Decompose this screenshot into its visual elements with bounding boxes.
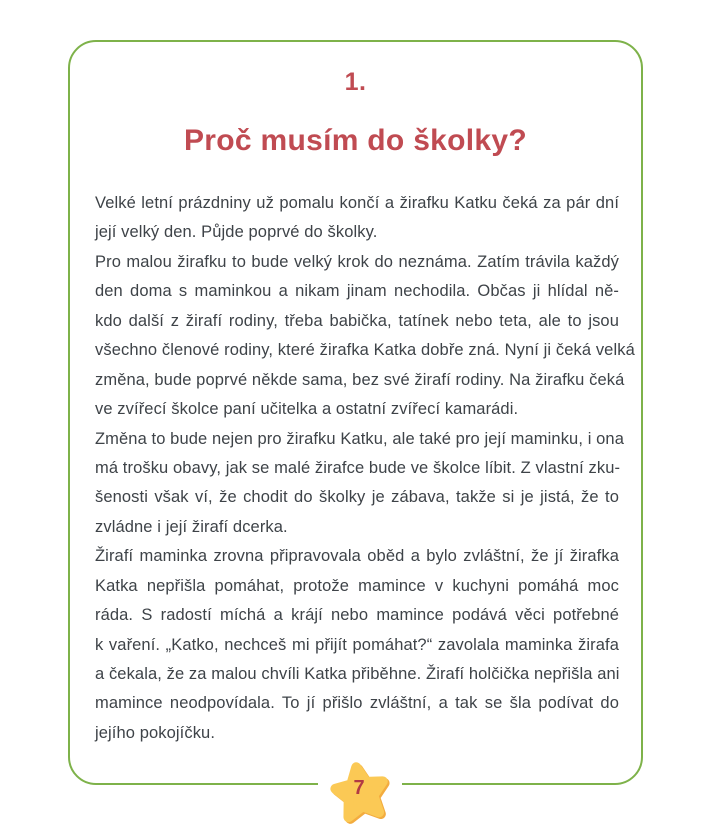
text-line: den doma s maminkou a nikam jinam nechodila. Občas ji hlídal ně-: [95, 282, 619, 301]
page-number: 7: [353, 776, 365, 799]
text-line: k vaření. „Katko, nechceš mi přijít pomáhat?“ zavolala maminka žirafa: [95, 635, 619, 654]
text-line: a čekala, že za malou chvíli Katka přiběhne. Žirafí holčička nepřišla ani: [95, 665, 620, 683]
chapter-number: 1.: [344, 68, 367, 96]
text-line: Velké letní prázdniny už pomalu končí a žirafku Katku čeká za pár dní: [95, 194, 619, 212]
text-line: Změna to bude nejen pro žirafku Katku, ale také pro její maminku, i ona: [95, 429, 624, 448]
text-line: ve zvířecí školce paní učitelka a ostatní zvířecí kamarádi.: [95, 400, 519, 419]
text-line: zvládne i její žirafí dcerka.: [95, 517, 288, 536]
text-line: kdo další z žirafí rodiny, třeba babička, tatínek nebo teta, ale to jsou: [95, 311, 619, 330]
text-line: mamince neodpovídala. To jí přišlo zvláštní, a tak se šla podívat do: [95, 694, 619, 713]
page-title: Proč musím do školky?: [183, 124, 528, 157]
text-line: všechno členové rodiny, které žirafka Katka dobře zná. Nyní ji čeká velká: [95, 341, 635, 360]
text-line: šenosti však ví, že chodit do školky je zábava, takže si je jistá, že to: [95, 488, 619, 507]
text-line: má trošku obavy, jak se malé žirafce bude ve školce líbit. Z vlastní zku-: [95, 458, 621, 477]
body-text: [95, 189, 635, 748]
text-line: její velký den. Půjde poprvé do školky.: [95, 223, 378, 242]
text-line: změna, bude poprvé někde sama, bez své žirafí rodiny. Na žirafku čeká: [95, 370, 625, 389]
text-line: ráda. S radostí míchá a krájí nebo mamince podává věci potřebné: [95, 606, 619, 625]
text-line: Žirafí maminka zrovna připravovala oběd a bylo zvláštní, že jí žirafka: [95, 547, 619, 566]
text-line: Pro malou žirafku to bude velký krok do neznáma. Zatím trávila každý: [95, 252, 619, 271]
page-number-marker: [318, 752, 402, 830]
text-line: jejího pokojíčku.: [95, 723, 216, 742]
text-line: Katka nepřišla pomáhat, protože mamince v kuchyni pomáhá moc: [95, 576, 619, 595]
